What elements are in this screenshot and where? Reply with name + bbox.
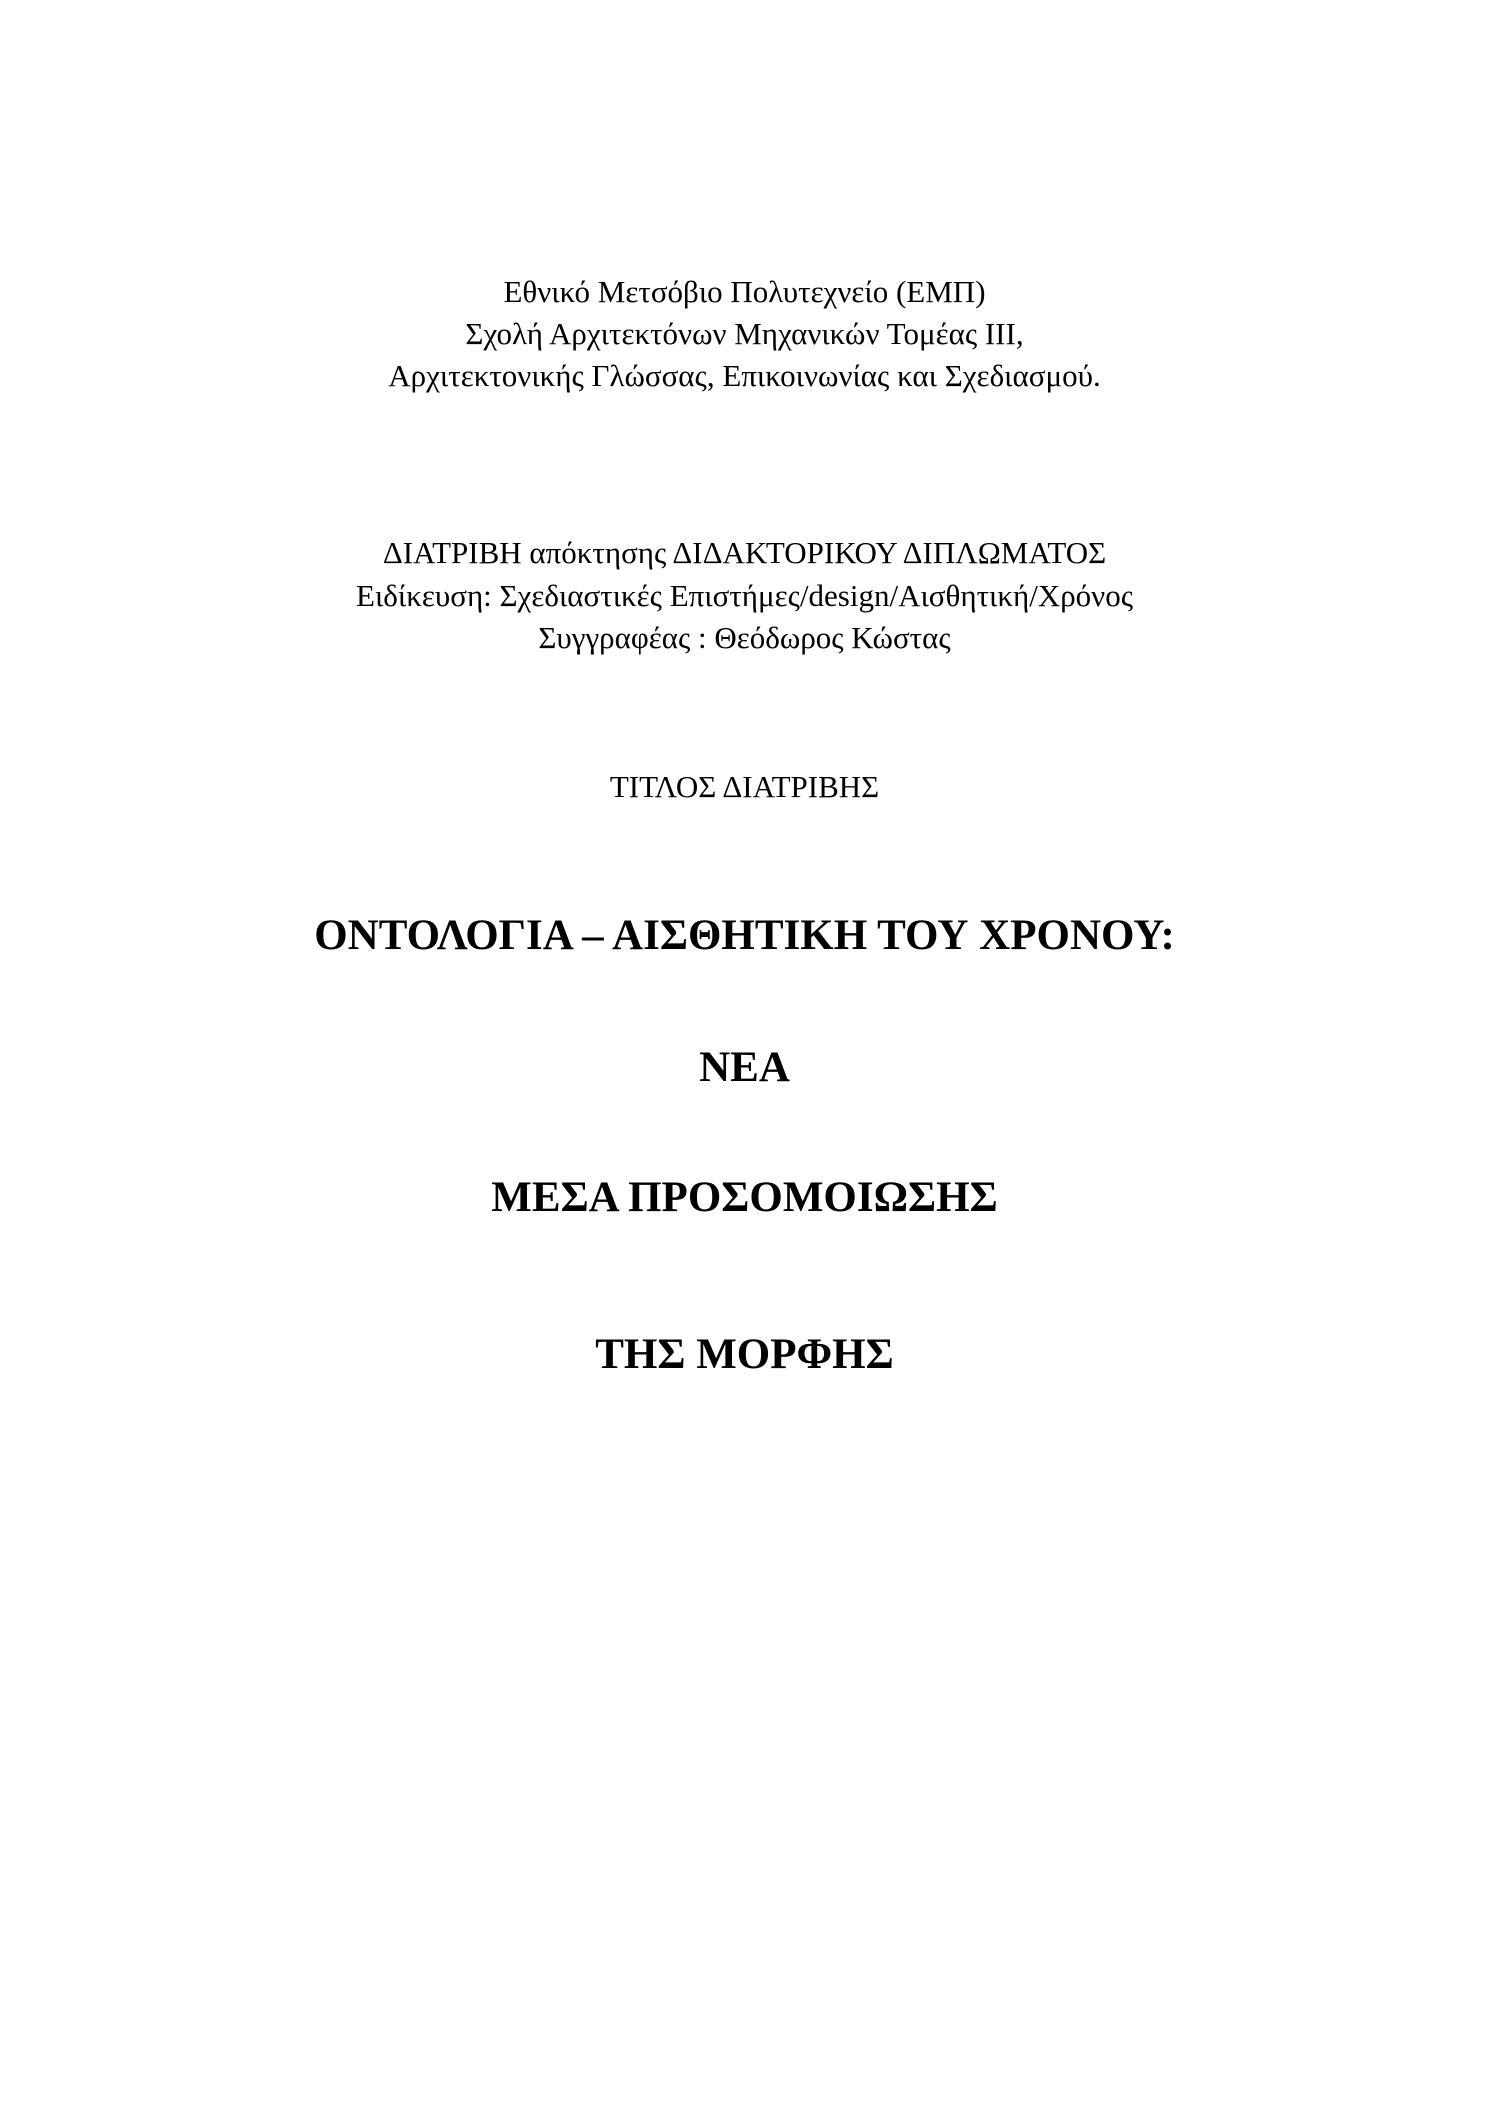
title-label: ΤΙΤΛΟΣ ΔΙΑΤΡΙΒΗΣ bbox=[609, 769, 880, 804]
department-field: Αρχιτεκτονικής Γλώσσας, Επικοινωνίας και Σχεδιασμού. bbox=[388, 358, 1101, 393]
school-department: Σχολή Αρχιτεκτόνων Μηχανικών Τομέας ΙΙΙ, bbox=[465, 316, 1024, 351]
specialization-line: Ειδίκευση: Σχεδιαστικές Επιστήμες/design/Αισθητική/Χρόνος bbox=[356, 578, 1133, 613]
institution-name: Εθνικό Μετσόβιο Πολυτεχνείο (ΕΜΠ) bbox=[503, 274, 986, 309]
degree-line: ΔΙΑΤΡΙΒΗ απόκτησης ΔΙΔΑΚΤΟΡΙΚΟΥ ΔΙΠΛΩΜΑΤΟΣ bbox=[382, 535, 1107, 570]
thesis-title-line-1: ΟΝΤΟΛΟΓΙΑ – ΑΙΣΘΗΤΙΚΗ ΤΟΥ ΧΡΟΝΟΥ: bbox=[314, 912, 1175, 959]
author-line: Συγγραφέας : Θεόδωρος Κώστας bbox=[538, 620, 951, 655]
thesis-title-line-2: ΝΕΑ bbox=[699, 1044, 790, 1091]
thesis-title-line-4: ΤΗΣ ΜΟΡΦΗΣ bbox=[595, 1331, 894, 1378]
thesis-title-line-3: ΜΕΣΑ ΠΡΟΣΟΜΟΙΩΣΗΣ bbox=[491, 1174, 998, 1221]
